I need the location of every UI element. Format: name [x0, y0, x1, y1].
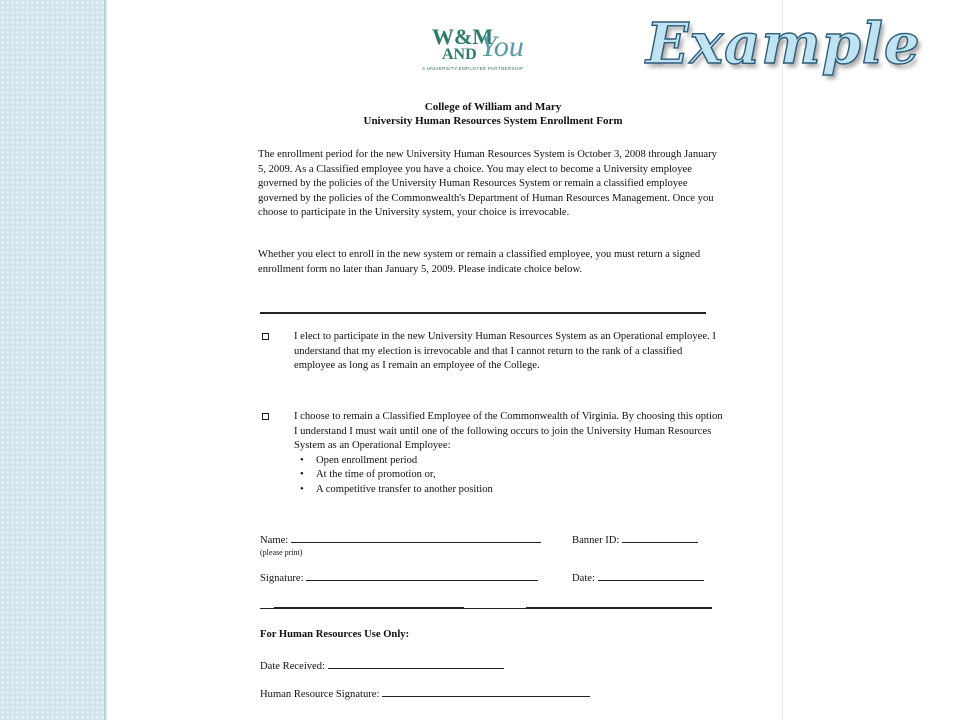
- logo-tagline: A UNIVERSITY-EMPLOYEE PARTNERSHIP: [422, 66, 524, 71]
- left-band-edge: [104, 0, 108, 720]
- option-operational-checkbox[interactable]: [262, 333, 269, 340]
- hr-use-heading: For Human Resources Use Only:: [260, 629, 410, 640]
- name-line[interactable]: [291, 532, 541, 543]
- name-hint: (please print): [260, 548, 303, 557]
- logo-and-text: AND: [442, 46, 477, 63]
- date-label: Date:: [572, 573, 595, 584]
- option-classified-description: I choose to remain a Classified Employee of the Commonwealth of Virginia. By choosing this option I understand I must wait until one of the following occurs to join the University Human Resources System as an Operational Employee:: [294, 411, 723, 451]
- banner-id-line[interactable]: [622, 532, 698, 543]
- hr-signature-label: Human Resource Signature:: [260, 689, 380, 700]
- hr-section-divider-thick-left: [274, 607, 464, 609]
- bullet-item: • At the time of promotion or,: [316, 468, 726, 483]
- example-label: Example: [646, 11, 921, 77]
- banner-id-field: [572, 532, 698, 549]
- option-classified-checkbox[interactable]: [262, 413, 269, 420]
- enrollment-form: [258, 100, 728, 700]
- date-field: [572, 570, 704, 587]
- date-received-field: [260, 658, 504, 675]
- logo-wm-text: W&M: [432, 24, 494, 49]
- option-classified-bullets: [294, 454, 726, 498]
- date-received-line[interactable]: [328, 658, 504, 669]
- signature-line[interactable]: [306, 570, 538, 581]
- signature-field: [260, 570, 538, 587]
- banner-id-label: Banner ID:: [572, 535, 620, 546]
- date-received-label: Date Received:: [260, 661, 326, 672]
- right-divider: [782, 0, 783, 720]
- form-title-line1: College of William and Mary: [424, 101, 562, 113]
- hr-signature-field: [260, 686, 590, 703]
- option-operational-text: I elect to participate in the new University Human Resources System as an Operational employee. I understand that my election is irrevocable and that I cannot return to the rank of a classified employee as long as I remain an employee of the College.: [294, 331, 716, 371]
- wm-and-you-logo: [422, 22, 542, 82]
- logo-you-text: You: [480, 30, 524, 63]
- enrollment-paragraph: The enrollment period for the new University Human Resources System is October 3, 2008 through January 5, 2009. As a Classified employee you have a choice. You may elect to become a University employee governed by the policies of the University Human Resources System or remain a classified employee governed by the policies of the Commonwealth's Department of Human Resources Management. Once you choose to participate in the University system, your choice is irrevocable.: [258, 149, 717, 218]
- name-label: Name:: [260, 535, 289, 546]
- signature-label: Signature:: [260, 573, 304, 584]
- decorative-left-band: [0, 0, 106, 720]
- instructions-paragraph: Whether you elect to enroll in the new system or remain a classified employee, you must return a signed enrollment form no later than January 5, 2009. Please indicate choice below.: [258, 249, 701, 275]
- bullet-item: • Open enrollment period: [316, 454, 726, 469]
- date-line[interactable]: [598, 570, 704, 581]
- hr-section-divider-thick-right: [526, 607, 712, 609]
- option-classified-text: [294, 410, 726, 497]
- section-divider: [260, 312, 706, 314]
- hr-signature-line[interactable]: [382, 686, 590, 697]
- form-title-line2: University Human Resources System Enrollment Form: [363, 115, 623, 127]
- form-title: [258, 100, 728, 128]
- bullet-item: • A competitive transfer to another position: [316, 483, 726, 498]
